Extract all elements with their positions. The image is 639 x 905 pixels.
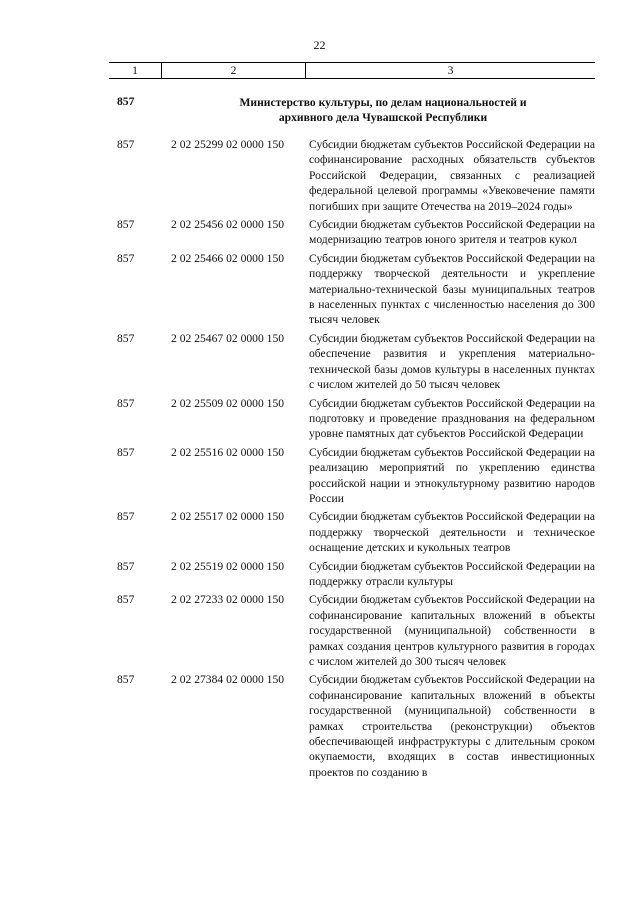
revenue-name-cell: Субсидии бюджетам субъектов Российской Федерации на обеспечение развития и укрепления материально-технической базы домов культуры в населенных пунктах с числом жителей до 50 тысяч человек	[309, 331, 595, 392]
revenue-code-cell: 2 02 25456 02 0000 150	[171, 218, 285, 232]
revenue-code-cell: 2 02 27384 02 0000 150	[171, 673, 285, 687]
table-row	[117, 672, 595, 780]
revenue-name-cell: Субсидии бюджетам субъектов Российской Федерации на софинансирование капитальных вложений в объекты государственной (муниципальной) собственности в рамках строительства (реконструкции) объектов обеспечивающей инфраструктуры с длительным сроком окупаемости, входящих в состав инвестиционных проектов по созданию в	[309, 673, 595, 779]
admin-code-cell: 857	[117, 673, 135, 687]
table-row	[117, 445, 595, 507]
revenue-name-cell: Субсидии бюджетам субъектов Российской Федерации на поддержку отрасли культуры	[309, 559, 595, 588]
table-row	[117, 396, 595, 442]
admin-code-cell: 857	[117, 138, 135, 151]
revenue-name-cell: Субсидии бюджетам субъектов Российской Федерации на софинансирование расходных обязательств субъектов Российской Федерации, связанных с реализацией федеральной целевой программы «Увековечение памяти погибших при защите Отечества на 2019–2024 годы»	[309, 138, 595, 213]
revenue-code-cell: 2 02 27233 02 0000 150	[171, 593, 285, 607]
table-row	[117, 509, 595, 555]
table-row	[117, 559, 595, 590]
revenue-code-cell: 2 02 25519 02 0000 150	[171, 559, 285, 573]
admin-code-cell: 857	[117, 251, 135, 265]
table-row	[117, 217, 595, 248]
column-header-1: 1	[109, 63, 162, 78]
column-header-2: 2	[162, 63, 306, 78]
section-code: 857	[117, 95, 135, 108]
admin-code-cell: 857	[117, 593, 135, 607]
admin-code-cell: 857	[117, 331, 135, 345]
revenue-code-cell: 2 02 25466 02 0000 150	[171, 251, 285, 265]
table-row	[117, 251, 595, 328]
admin-code-cell: 857	[117, 445, 135, 459]
table-header	[109, 62, 595, 79]
column-header-3: 3	[447, 64, 454, 77]
revenue-code-cell: 2 02 25299 02 0000 150	[171, 138, 285, 151]
page-number: 22	[313, 38, 326, 52]
revenue-code-cell: 2 02 25516 02 0000 150	[171, 445, 285, 459]
admin-code-cell: 857	[117, 510, 135, 524]
table-row	[117, 137, 595, 214]
revenue-name-cell: Субсидии бюджетам субъектов Российской Федерации на поддержку творческой деятельности и техническое оснащение детских и кукольных театров	[309, 510, 595, 555]
section-title: Министерство культуры, по делам национальностей и архивного дела Чувашской Республики	[239, 96, 527, 124]
admin-code-cell: 857	[117, 218, 135, 232]
admin-code-cell: 857	[117, 559, 135, 573]
revenue-name-cell: Субсидии бюджетам субъектов Российской Федерации на модернизацию театров юного зрителя и театров кукол	[309, 218, 595, 247]
table-row	[117, 592, 595, 669]
revenue-name-cell: Субсидии бюджетам субъектов Российской Федерации на поддержку творческой деятельности и укрепление материально-технической базы муниципальных театров в населенных пунктах с численностью населения до 300 тысяч человек	[309, 251, 595, 327]
revenue-code-cell: 2 02 25467 02 0000 150	[171, 331, 285, 345]
admin-code-cell: 857	[117, 396, 135, 410]
revenue-code-cell: 2 02 25517 02 0000 150	[171, 510, 285, 524]
revenue-table-body	[117, 137, 595, 783]
revenue-name-cell: Субсидии бюджетам субъектов Российской Федерации на подготовку и проведение празднования на федеральном уровне памятных дат субъектов Российской Федерации	[309, 396, 595, 441]
table-row	[117, 331, 595, 393]
revenue-code-cell: 2 02 25509 02 0000 150	[171, 396, 285, 410]
revenue-name-cell: Субсидии бюджетам субъектов Российской Федерации на софинансирование капитальных вложений в объекты государственной (муниципальной) собственности в рамках создания центров культурного развития в городах с числом жителей до 300 тысяч человек	[309, 593, 595, 668]
revenue-name-cell: Субсидии бюджетам субъектов Российской Федерации на реализацию мероприятий по укреплению единства российской нации и этнокультурному развитию народов России	[309, 445, 595, 505]
